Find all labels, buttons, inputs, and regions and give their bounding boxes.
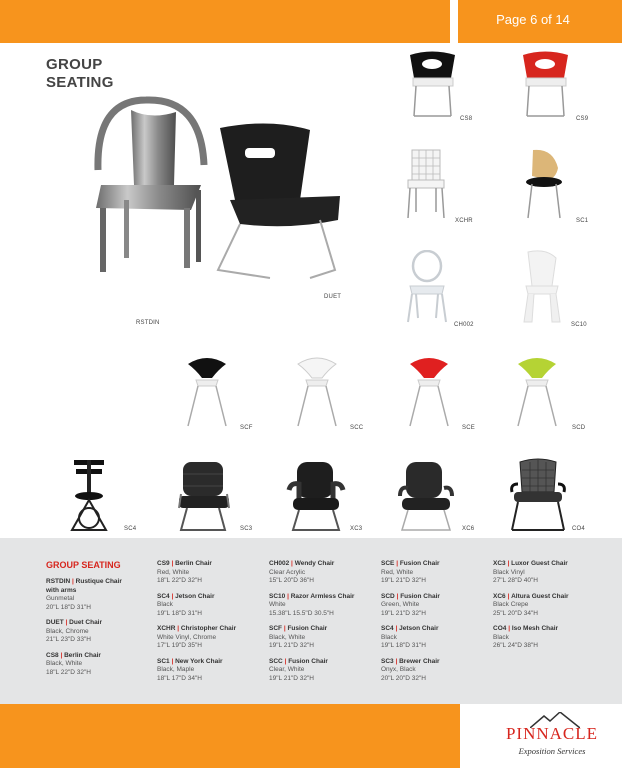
label-xc6: XC6 <box>462 526 475 532</box>
label-sce: SCE <box>462 425 475 431</box>
chair-image-sc1 <box>518 148 568 220</box>
chair-image-sc3 <box>175 460 235 532</box>
info-item: SC4 | Jetson Chair Black 19"L 18"D 31"H <box>381 625 439 649</box>
info-item: DUET | Duet Chair Black, Chrome 21"L 23"D 33"H <box>46 619 103 643</box>
info-column-3 <box>269 560 379 690</box>
logo-tagline: Exposition Services <box>518 746 586 756</box>
page-number: Page 6 of 14 <box>496 12 570 27</box>
info-item: SC10 | Razor Armless Chair White 15.38"L 15.5"D 30.5"H <box>269 592 355 617</box>
info-item: SC4 | Jetson Chair Black 19"L 18"D 31"H <box>157 592 215 617</box>
info-item: SC1 | New York Chair Black, Maple 18"L 17"D 34"H <box>157 657 223 682</box>
pinnacle-logo <box>492 712 612 762</box>
info-item: CS8 | Berlin Chair Black, White 18"L 22"D 32"H <box>46 651 101 676</box>
logo-name: PINNACLE <box>505 724 599 743</box>
label-co4: CO4 <box>572 526 585 532</box>
chair-image-xc3 <box>285 460 347 532</box>
label-cs9: CS9 <box>576 116 589 122</box>
chair-image-duet <box>210 120 350 280</box>
info-column-5 <box>493 560 603 658</box>
chair-image-scf <box>182 356 232 428</box>
chair-image-cs8 <box>405 50 460 120</box>
footer-bar <box>0 704 460 768</box>
label-scd: SCD <box>572 425 586 431</box>
chair-image-xchr <box>402 148 452 220</box>
info-item: CS9 | Berlin Chair Red, White 18"L 22"D 32"H <box>157 560 212 584</box>
section-title-line1: GROUP <box>46 56 103 73</box>
label-scc: SCC <box>350 425 364 431</box>
chair-image-ch002 <box>402 250 452 325</box>
label-rstdin: RSTDIN <box>136 320 160 326</box>
section-title-line2: SEATING <box>46 74 114 91</box>
label-sc1: SC1 <box>576 218 589 224</box>
info-item: SC3 | Brewer Chair Onyx, Black 20"L 20"D 32"H <box>381 657 440 682</box>
info-title: GROUP SEATING <box>46 560 121 570</box>
chair-image-rstdin <box>76 90 226 280</box>
chair-image-sce <box>404 356 454 428</box>
info-item: SCD | Fusion Chair Green, White 19"L 21"D 32"H <box>381 592 440 617</box>
label-sc4-bottom: SC4 <box>124 526 137 532</box>
info-column-1 <box>46 560 156 684</box>
label-sc10: SC10 <box>571 322 587 328</box>
info-item: CH002 | Wendy Chair Clear Acrylic 15"L 20"D 36"H <box>269 560 335 584</box>
info-item: RSTDIN | Rustique Chair with arms Gunmetal 20"L 18"D 31"H <box>46 578 122 611</box>
label-scf: SCF <box>240 425 253 431</box>
label-duet: DUET <box>324 294 342 300</box>
chair-image-co4 <box>508 458 568 532</box>
label-cs8: CS8 <box>460 116 473 122</box>
info-item: SCC | Fusion Chair Clear, White 19"L 21"D 32"H <box>269 657 328 682</box>
label-ch002: CH002 <box>454 322 474 328</box>
info-item: XCHR | Christopher Chair White Vinyl, Chrome 17"L 19"D 35"H <box>157 625 237 649</box>
info-column-4 <box>381 560 491 690</box>
info-item: SCF | Fusion Chair Black, White 19"L 21"D 32"H <box>269 625 328 649</box>
section-title <box>46 56 114 92</box>
chair-image-cs9 <box>518 50 573 120</box>
info-item: XC3 | Luxor Guest Chair Black Vinyl 27"L 28"D 40"H <box>493 560 568 584</box>
chair-image-sc10 <box>516 250 566 325</box>
chair-image-scc <box>292 356 342 428</box>
info-item: CO4 | Iso Mesh Chair Black 26"L 24"D 38"H <box>493 625 559 649</box>
label-xchr: XCHR <box>455 218 473 224</box>
info-column-2 <box>157 560 267 690</box>
chair-image-scd <box>512 356 562 428</box>
info-item: XC6 | Altura Guest Chair Black Crepe 25"L 20"D 34"H <box>493 592 569 617</box>
label-xc3: XC3 <box>350 526 363 532</box>
info-item: SCE | Fusion Chair Red, White 19"L 21"D 32"H <box>381 560 440 584</box>
label-sc3: SC3 <box>240 526 253 532</box>
chair-image-sc4 <box>64 458 114 534</box>
header-bar-left <box>0 0 450 43</box>
chair-image-xc6 <box>396 460 456 532</box>
